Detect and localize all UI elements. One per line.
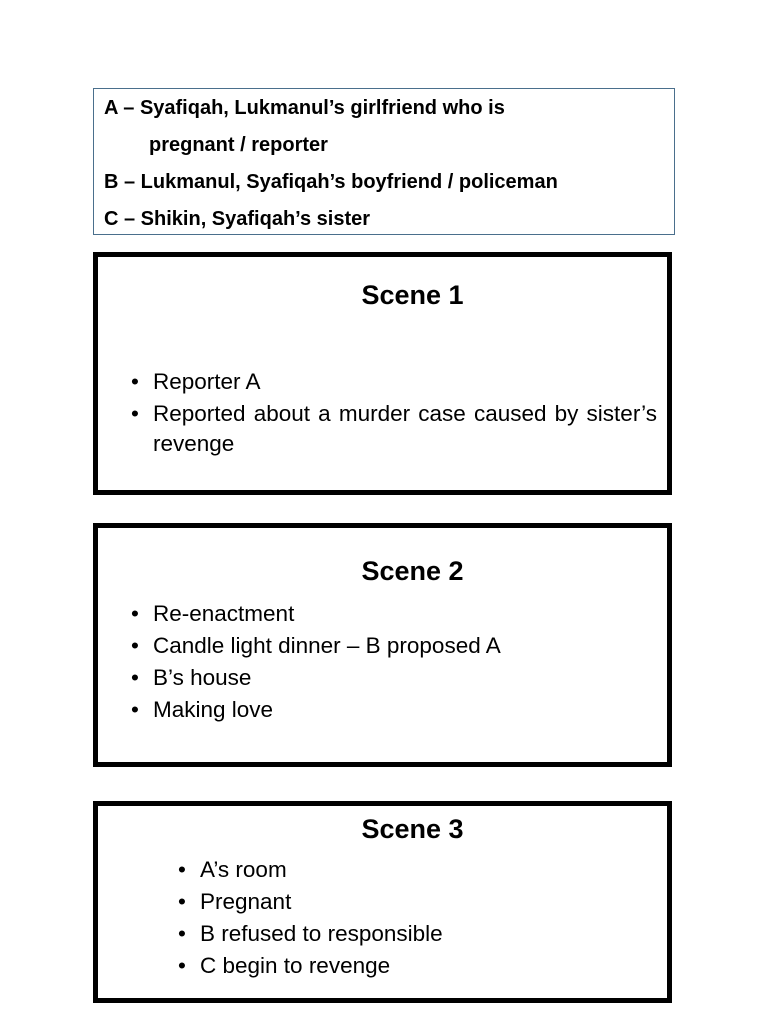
list-item: • Re-enactment xyxy=(153,599,657,629)
scene-1-box xyxy=(93,252,672,495)
scene-title: Scene 2 xyxy=(361,556,464,586)
list-item: • Making love xyxy=(153,695,657,725)
scene-bullet-list xyxy=(153,599,657,725)
character-c-line: C – Shikin, Syafiqah’s sister xyxy=(104,208,371,230)
character-list-box xyxy=(93,88,675,235)
scene-2-box xyxy=(93,523,672,767)
list-item: • B’s house xyxy=(153,663,657,693)
list-item: • Reported about a murder case caused by sister’s revenge xyxy=(153,399,657,459)
scene-3-box xyxy=(93,801,672,1003)
list-item: • Candle light dinner – B proposed A xyxy=(153,631,657,661)
list-item: • C begin to revenge xyxy=(200,951,657,981)
list-item: • Pregnant xyxy=(200,887,657,917)
scene-title: Scene 1 xyxy=(361,280,464,310)
scene-title: Scene 3 xyxy=(361,814,464,844)
scene-bullet-list xyxy=(200,855,657,981)
character-b-line: B – Lukmanul, Syafiqah’s boyfriend / policeman xyxy=(104,171,558,193)
list-item: • B refused to responsible xyxy=(200,919,657,949)
list-item: • A’s room xyxy=(200,855,657,885)
character-a-line-continued: pregnant / reporter xyxy=(149,134,328,156)
character-a-line: A – Syafiqah, Lukmanul’s girlfriend who is xyxy=(104,97,505,119)
list-item: • Reporter A xyxy=(153,367,657,397)
scene-bullet-list xyxy=(153,367,657,459)
